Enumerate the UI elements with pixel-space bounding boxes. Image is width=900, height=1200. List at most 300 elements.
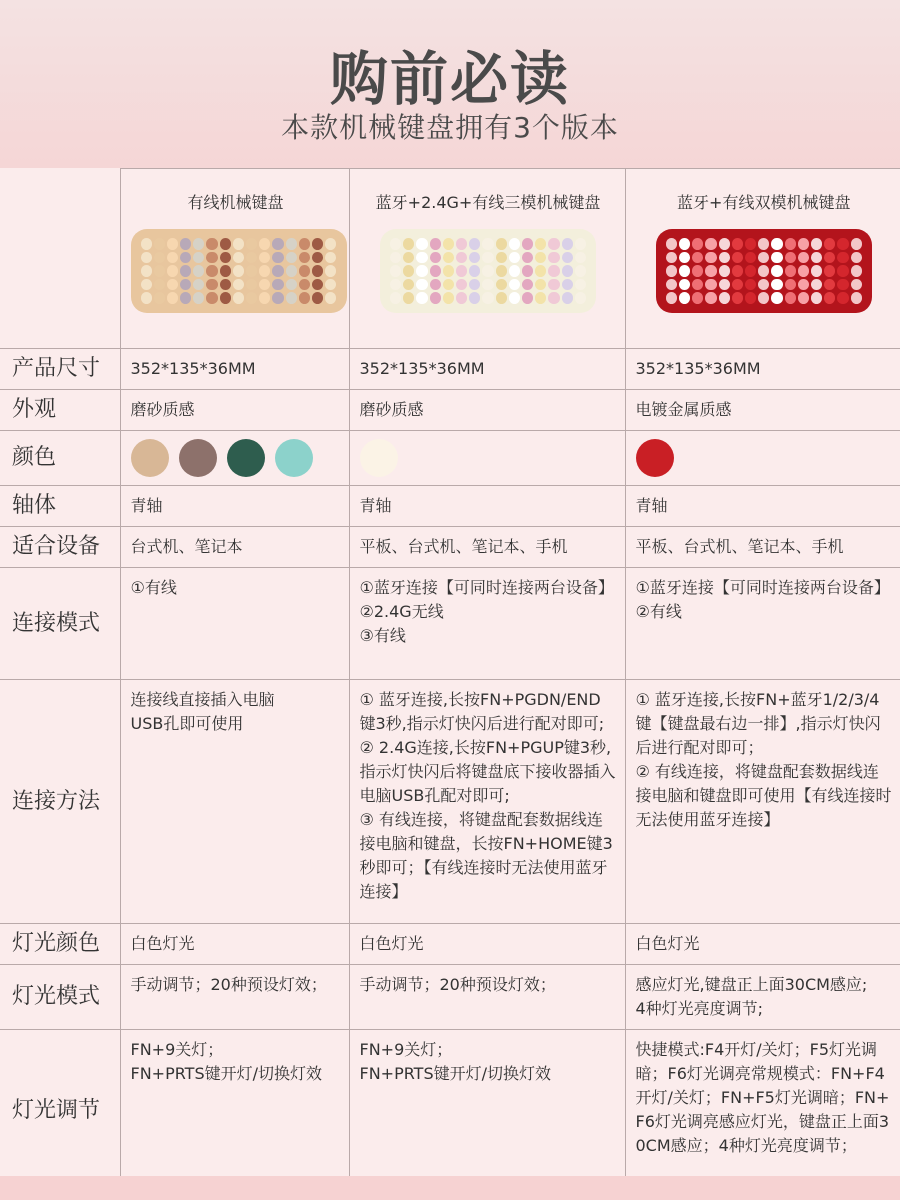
keycap [286, 265, 297, 277]
keycap [562, 279, 573, 291]
keycap [535, 292, 546, 304]
keycap [469, 238, 480, 250]
keycap [811, 279, 822, 291]
keycap [732, 238, 743, 250]
keycap [286, 279, 297, 291]
row-label-appearance: 外观 [0, 390, 120, 431]
keycap [851, 279, 862, 291]
keycap [456, 252, 467, 264]
keycap [705, 279, 716, 291]
light-mode-cell [349, 965, 625, 1030]
keycap [299, 265, 310, 277]
keycap [246, 279, 257, 291]
row-connection-method [0, 680, 900, 924]
keycap [259, 292, 270, 304]
keycap [562, 292, 573, 304]
keycap [416, 292, 427, 304]
keycap [732, 265, 743, 277]
keycap [679, 252, 690, 264]
keyboard-red-image [656, 229, 872, 313]
keycap [535, 238, 546, 250]
keycap [246, 292, 257, 304]
corner-cell [0, 169, 120, 349]
light-color-cell: 白色灯光 [625, 924, 900, 965]
keycap [312, 252, 323, 264]
light-mode-line: 4种灯光亮度调节; [635, 999, 764, 1018]
product-cell-2 [349, 169, 625, 349]
keycap [562, 265, 573, 277]
keycap [312, 265, 323, 277]
keycap [167, 292, 178, 304]
keycap [798, 238, 809, 250]
product-row [0, 169, 900, 349]
keycap [141, 292, 152, 304]
keycap [785, 279, 796, 291]
keycap [509, 252, 520, 264]
row-light-adjust [0, 1030, 900, 1192]
keycap [233, 238, 244, 250]
keycap [522, 252, 533, 264]
keycap [705, 265, 716, 277]
keycap [167, 265, 178, 277]
keycap [246, 265, 257, 277]
keycap [272, 265, 283, 277]
light-adjust-cell [349, 1030, 625, 1192]
connection-method-line: ② 2.4G连接,长按FN+PGUP键3秒,指示灯快闪后将键盘底下接收器插入电脑USB孔配对即可; [359, 738, 616, 805]
keycap [771, 252, 782, 264]
connection-method-line: USB孔即可使用 [130, 714, 244, 733]
page-subtitle: 本款机械键盘拥有3个版本 [281, 111, 619, 144]
comparison-table [0, 168, 900, 1192]
keycap [180, 292, 191, 304]
keycap [719, 279, 730, 291]
keycap [548, 265, 559, 277]
keycap [180, 252, 191, 264]
keycap [496, 238, 507, 250]
keycap [575, 238, 586, 250]
keycap [837, 252, 848, 264]
row-switch [0, 486, 900, 527]
color-swatch [227, 439, 265, 477]
size-cell: 352*135*36MM [625, 349, 900, 390]
keycap [233, 265, 244, 277]
keycap [443, 279, 454, 291]
keycap [666, 292, 677, 304]
keycap [325, 265, 336, 277]
page-header [0, 0, 900, 168]
keycap [416, 265, 427, 277]
keycap [430, 265, 441, 277]
keycap [851, 292, 862, 304]
keycap [403, 292, 414, 304]
keycap [785, 238, 796, 250]
keycap [758, 279, 769, 291]
keycap [259, 252, 270, 264]
keycap [430, 238, 441, 250]
keycap [403, 279, 414, 291]
keycap [390, 265, 401, 277]
keycap [785, 292, 796, 304]
product-name: 蓝牙+2.4G+有线三模机械键盘 [375, 193, 601, 212]
keycap [403, 265, 414, 277]
keycap [456, 279, 467, 291]
keycap [745, 292, 756, 304]
keycap [705, 252, 716, 264]
keycap [180, 265, 191, 277]
keycap [272, 279, 283, 291]
keycap [167, 279, 178, 291]
keycap [811, 292, 822, 304]
connection-mode-line: ①有线 [130, 578, 177, 597]
keycap [705, 292, 716, 304]
color-swatch [131, 439, 169, 477]
keycap [758, 265, 769, 277]
connection-mode-line: ②有线 [635, 602, 682, 621]
keycap [548, 292, 559, 304]
keycap [679, 238, 690, 250]
keycap [469, 265, 480, 277]
keycap [692, 238, 703, 250]
keycap [851, 265, 862, 277]
keycap [259, 279, 270, 291]
footer-band [0, 1176, 900, 1200]
devices-cell: 台式机、笔记本 [120, 527, 349, 568]
keycap [180, 238, 191, 250]
keycap [312, 238, 323, 250]
keycap [548, 238, 559, 250]
light-adjust-line: FN+PRTS键开灯/切换灯效 [359, 1064, 552, 1083]
size-cell: 352*135*36MM [349, 349, 625, 390]
keycap [220, 279, 231, 291]
keycap [666, 252, 677, 264]
keycap [824, 265, 835, 277]
keycap [299, 279, 310, 291]
keycap [299, 292, 310, 304]
size-cell: 352*135*36MM [120, 349, 349, 390]
row-label-switch: 轴体 [0, 486, 120, 527]
light-mode-line: 手动调节；20种预设灯效； [359, 975, 556, 994]
keycap [416, 238, 427, 250]
keycap [745, 265, 756, 277]
keycap [798, 252, 809, 264]
keycap [443, 292, 454, 304]
keycap [811, 265, 822, 277]
keycap [745, 238, 756, 250]
keycap [154, 279, 165, 291]
keycap [167, 252, 178, 264]
keycap [286, 292, 297, 304]
keycap [824, 252, 835, 264]
appearance-cell: 磨砂质感 [120, 390, 349, 431]
row-devices [0, 527, 900, 568]
keycap [509, 292, 520, 304]
keycap [496, 292, 507, 304]
keycap [206, 279, 217, 291]
keycap [312, 292, 323, 304]
light-color-cell: 白色灯光 [349, 924, 625, 965]
keycap [811, 252, 822, 264]
keycap [154, 265, 165, 277]
keycap [758, 238, 769, 250]
keycap [837, 292, 848, 304]
keycap [496, 265, 507, 277]
keycap [732, 252, 743, 264]
connection-mode-cell [349, 568, 625, 680]
keycap [771, 279, 782, 291]
row-colors [0, 431, 900, 486]
keycap [732, 292, 743, 304]
keycap [220, 292, 231, 304]
keycap [312, 279, 323, 291]
keycap [798, 265, 809, 277]
keycap [522, 279, 533, 291]
product-cell-1 [120, 169, 349, 349]
keycap [575, 292, 586, 304]
keycap [233, 279, 244, 291]
keycap [206, 292, 217, 304]
keycap [719, 292, 730, 304]
keycap [206, 238, 217, 250]
keycap [692, 292, 703, 304]
connection-method-cell [120, 680, 349, 924]
keycap [548, 252, 559, 264]
keycap [430, 292, 441, 304]
keycap [299, 252, 310, 264]
keycap [837, 279, 848, 291]
row-label-connection-method: 连接方法 [0, 680, 120, 924]
connection-mode-cell [625, 568, 900, 680]
keycap [259, 238, 270, 250]
keycap [246, 238, 257, 250]
keycap [430, 279, 441, 291]
keycap [154, 292, 165, 304]
light-mode-cell [625, 965, 900, 1030]
keycap [692, 279, 703, 291]
appearance-cell: 电镀金属质感 [625, 390, 900, 431]
connection-mode-line: ①蓝牙连接【可同时连接两台设备】 [635, 578, 890, 597]
keycap [430, 252, 441, 264]
connection-mode-line: ①蓝牙连接【可同时连接两台设备】 [359, 578, 614, 597]
keycap [692, 265, 703, 277]
keycap [272, 292, 283, 304]
keycap [220, 265, 231, 277]
keycap [824, 292, 835, 304]
keycap [416, 252, 427, 264]
keyboard-cream-image [380, 229, 596, 313]
devices-cell: 平板、台式机、笔记本、手机 [349, 527, 625, 568]
keycap [692, 252, 703, 264]
keycap [758, 292, 769, 304]
page-title: 购前必读 [329, 45, 570, 113]
keycap [496, 279, 507, 291]
row-connection-mode [0, 568, 900, 680]
keycap [141, 238, 152, 250]
keycap [575, 252, 586, 264]
keycap [851, 238, 862, 250]
keycap [679, 265, 690, 277]
light-adjust-line: FN+9关灯； [359, 1040, 453, 1059]
keycap [390, 238, 401, 250]
keycap [798, 279, 809, 291]
switch-cell: 青轴 [349, 486, 625, 527]
keycap [562, 238, 573, 250]
keycap [272, 238, 283, 250]
color-swatch [636, 439, 674, 477]
keycap [522, 265, 533, 277]
connection-mode-line: ②2.4G无线 [359, 602, 444, 621]
keycap [154, 238, 165, 250]
keycap [482, 238, 493, 250]
keycap [469, 279, 480, 291]
light-mode-line: 感应灯光,键盘正上面30CM感应; [635, 975, 868, 994]
keycap [771, 292, 782, 304]
keycap [509, 279, 520, 291]
keycap [220, 238, 231, 250]
keycap [732, 279, 743, 291]
keycap [745, 252, 756, 264]
colors-cell [120, 431, 349, 486]
row-label-light-mode: 灯光模式 [0, 965, 120, 1030]
keycap [403, 238, 414, 250]
connection-method-cell [625, 680, 900, 924]
keycap [141, 279, 152, 291]
keycap [443, 238, 454, 250]
keycap [785, 252, 796, 264]
keycap [246, 252, 257, 264]
keycap [193, 279, 204, 291]
appearance-cell: 磨砂质感 [349, 390, 625, 431]
color-swatch [275, 439, 313, 477]
keycap [482, 292, 493, 304]
keycap [443, 252, 454, 264]
keycap [299, 238, 310, 250]
keycap [403, 252, 414, 264]
keycap [390, 252, 401, 264]
keycap [167, 238, 178, 250]
product-cell-3 [625, 169, 900, 349]
connection-method-line: ① 蓝牙连接,长按FN+蓝牙1/2/3/4键【键盘最右边一排】,指示灯快闪后进行配对即可； [635, 690, 881, 757]
connection-method-line: ② 有线连接，将键盘配套数据线连接电脑和键盘即可使用【有线连接时无法使用蓝牙连接】 [635, 762, 892, 829]
keycap [745, 279, 756, 291]
keycap [259, 265, 270, 277]
keycap [325, 252, 336, 264]
keycap [811, 238, 822, 250]
row-label-light-color: 灯光颜色 [0, 924, 120, 965]
keycap [851, 252, 862, 264]
keycap [771, 265, 782, 277]
keycap [824, 238, 835, 250]
keycap [325, 279, 336, 291]
keycap [575, 279, 586, 291]
keycap [272, 252, 283, 264]
keycap [141, 252, 152, 264]
product-name: 有线机械键盘 [187, 193, 284, 212]
light-adjust-line: 快捷模式:F4开灯/关灯；F5灯光调暗；F6灯光调亮常规模式：FN+F4开灯/关灯；FN+F5灯光调暗；FN+F6灯光调亮感应灯光，键盘正上面30CM感应；4种灯光亮度调节； [635, 1040, 890, 1155]
keyboard-beige-image [131, 229, 347, 313]
switch-cell: 青轴 [120, 486, 349, 527]
keycap [837, 238, 848, 250]
connection-mode-cell [120, 568, 349, 680]
colors-cell [625, 431, 900, 486]
keycap [416, 279, 427, 291]
keycap [679, 292, 690, 304]
keycap [548, 279, 559, 291]
keycap [193, 252, 204, 264]
keycap [719, 252, 730, 264]
colors-cell [349, 431, 625, 486]
keycap [509, 265, 520, 277]
keycap [705, 238, 716, 250]
keycap [535, 265, 546, 277]
keycap [522, 238, 533, 250]
keycap [233, 252, 244, 264]
color-swatch [360, 439, 398, 477]
keycap [469, 252, 480, 264]
keycap [824, 279, 835, 291]
light-adjust-cell [120, 1030, 349, 1192]
row-appearance [0, 390, 900, 431]
row-label-size: 产品尺寸 [0, 349, 120, 390]
keycap [180, 279, 191, 291]
keycap [482, 252, 493, 264]
keycap [456, 265, 467, 277]
keycap [771, 238, 782, 250]
keycap [443, 265, 454, 277]
keycap [286, 252, 297, 264]
keycap [482, 279, 493, 291]
keycap [193, 292, 204, 304]
row-label-connection-mode: 连接模式 [0, 568, 120, 680]
keycap [758, 252, 769, 264]
keycap [798, 292, 809, 304]
light-color-cell: 白色灯光 [120, 924, 349, 965]
keycap [535, 279, 546, 291]
row-label-devices: 适合设备 [0, 527, 120, 568]
keycap [154, 252, 165, 264]
keycap [496, 252, 507, 264]
keycap [509, 238, 520, 250]
light-adjust-line: FN+PRTS键开灯/切换灯效 [130, 1064, 323, 1083]
keycap [390, 279, 401, 291]
keycap [233, 292, 244, 304]
keycap [220, 252, 231, 264]
keycap [666, 238, 677, 250]
connection-method-line: 连接线直接插入电脑 [130, 690, 275, 709]
keycap [719, 238, 730, 250]
product-name: 蓝牙+有线双模机械键盘 [677, 193, 851, 212]
keycap [575, 265, 586, 277]
keycap [193, 265, 204, 277]
keycap [206, 265, 217, 277]
keycap [325, 238, 336, 250]
keycap [719, 265, 730, 277]
keycap [390, 292, 401, 304]
keycap [456, 238, 467, 250]
light-adjust-line: FN+9关灯； [130, 1040, 224, 1059]
keycap [679, 279, 690, 291]
row-light-mode [0, 965, 900, 1030]
keycap [666, 265, 677, 277]
light-adjust-cell [625, 1030, 900, 1192]
keycap [193, 238, 204, 250]
row-label-colors: 颜色 [0, 431, 120, 486]
keycap [666, 279, 677, 291]
light-mode-cell [120, 965, 349, 1030]
connection-method-cell [349, 680, 625, 924]
keycap [141, 265, 152, 277]
keycap [785, 265, 796, 277]
keycap [522, 292, 533, 304]
